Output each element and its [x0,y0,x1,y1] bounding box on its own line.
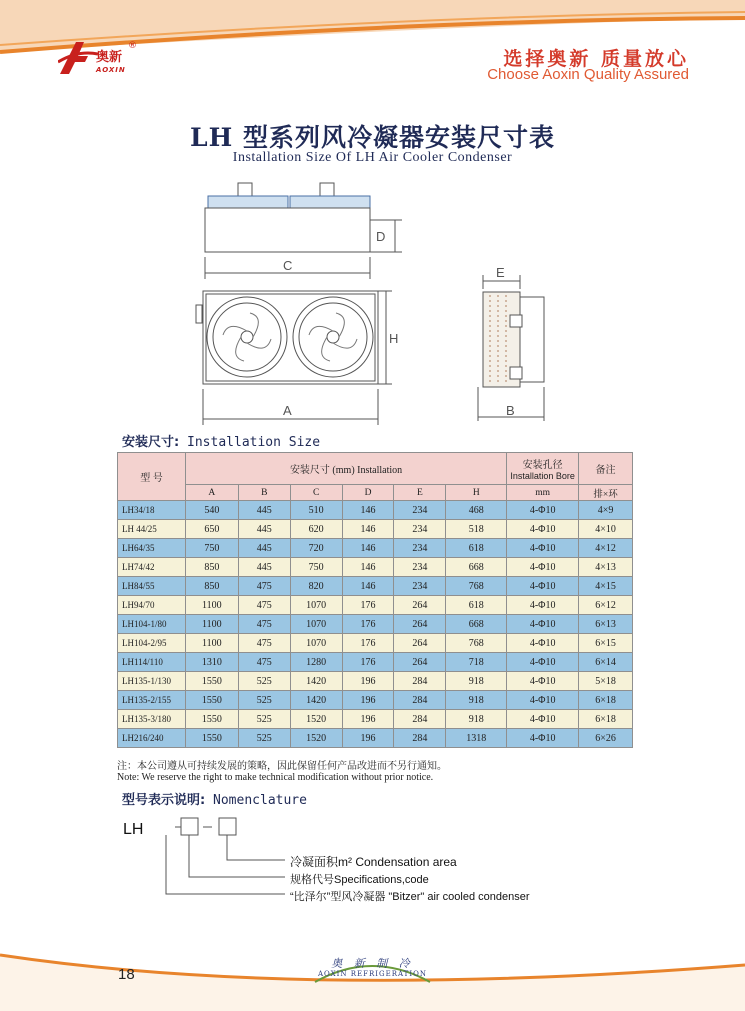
footer-brand-en: AOXIN REFRIGERATION [318,970,427,978]
table-cell: 1420 [290,672,342,691]
nomenclature-label: 型号表示说明: Nomenclature [122,793,307,808]
table-cell: 284 [394,672,446,691]
top-view-drawing [205,183,402,279]
table-cell: 1100 [185,615,238,634]
table-cell: 4×12 [579,539,633,558]
table-row [118,501,633,520]
dim-label-h: H [389,331,399,346]
front-view-drawing [196,291,392,425]
note-en: Note: We reserve the right to make technical modification without prior notice. [117,772,434,783]
brand-name-cn: 奥新 [96,50,123,65]
technical-drawings [0,175,745,425]
table-cell: 176 [342,596,394,615]
table-cell: 146 [342,539,394,558]
table-cell-model: LH34/18 [118,501,186,520]
table-cell-model: LH104-1/80 [118,615,186,634]
table-cell: 1070 [290,615,342,634]
table-cell: 264 [394,653,446,672]
note-cn: 注：本公司遵从可持续发展的策略，因此保留任何产品改进而不另行通知。 [117,761,447,772]
table-cell-model: LH74/42 [118,558,186,577]
table-cell: 750 [290,558,342,577]
table-cell: 234 [394,539,446,558]
table-cell: 445 [238,520,290,539]
table-cell: 540 [185,501,238,520]
table-cell: 475 [238,596,290,615]
dim-label-b: B [506,403,515,418]
subheader-e: E [394,485,446,501]
subheader-h: H [446,485,507,501]
table-cell: 234 [394,501,446,520]
table-cell: 146 [342,577,394,596]
header-bore: 安装孔径 Installation Bore [507,453,579,485]
table-row [118,520,633,539]
table-cell: 4-Φ10 [507,577,579,596]
table-cell: 718 [446,653,507,672]
table-cell: 850 [185,558,238,577]
table-cell: 4-Φ10 [507,710,579,729]
table-cell: 525 [238,710,290,729]
dim-label-a: A [283,403,292,418]
page-title: LH 型系列风冷凝器安装尺寸表 [190,123,555,152]
subheader-mm: mm [507,485,579,501]
table-cell: 475 [238,577,290,596]
table-cell: 6×13 [579,615,633,634]
table-cell: 525 [238,729,290,748]
table-cell: 176 [342,634,394,653]
table-row [118,558,633,577]
table-cell: 1520 [290,729,342,748]
side-view-drawing [478,275,544,421]
table-cell-model: LH135-2/155 [118,691,186,710]
table-row [118,672,633,691]
dim-label-d: D [376,229,386,244]
nomenclature-line-area: 冷凝面积m² Condensation area [290,855,457,869]
header-model: 型 号 [118,453,186,501]
table-cell: 234 [394,577,446,596]
subheader-rows-rings: 排×环 [579,485,633,501]
page-number: 18 [118,966,135,983]
table-body [118,501,633,748]
dim-label-c: C [283,258,293,273]
table-cell: 510 [290,501,342,520]
table-cell-model: LH84/55 [118,577,186,596]
installation-size-label: 安装尺寸: Installation Size [122,435,321,450]
table-cell: 6×15 [579,634,633,653]
footer-brand-cn: 奥 新 制 冷 [331,957,414,970]
table-cell: 146 [342,558,394,577]
table-row [118,596,633,615]
table-cell: 668 [446,615,507,634]
table-cell: 918 [446,691,507,710]
table-cell: 1520 [290,710,342,729]
table-cell: 4-Φ10 [507,653,579,672]
table-cell: 850 [185,577,238,596]
table-cell: 668 [446,558,507,577]
table-cell: 475 [238,615,290,634]
page-subtitle: Installation Size Of LH Air Cooler Condenser [232,150,513,165]
table-cell: 4-Φ10 [507,501,579,520]
brand-registered-mark: ® [128,41,137,51]
table-cell: 650 [185,520,238,539]
table-cell: 4-Φ10 [507,520,579,539]
table-cell: 4-Φ10 [507,558,579,577]
table-cell: 146 [342,520,394,539]
table-row [118,634,633,653]
table-cell: 1070 [290,634,342,653]
table-cell: 518 [446,520,507,539]
table-cell: 1550 [185,729,238,748]
nomenclature-prefix: LH [123,821,144,838]
table-cell: 4-Φ10 [507,615,579,634]
table-cell: 1100 [185,634,238,653]
table-cell-model: LH94/70 [118,596,186,615]
header-note: 备注 [579,453,633,485]
table-cell: 6×14 [579,653,633,672]
table-cell-model: LH114/110 [118,653,186,672]
table-cell-model: LH135-1/130 [118,672,186,691]
table-cell: 720 [290,539,342,558]
slogan-en: Choose Aoxin Quality Assured [487,66,689,83]
table-cell: 264 [394,596,446,615]
table-cell: 445 [238,558,290,577]
table-cell: 768 [446,577,507,596]
dim-label-e: E [496,265,505,280]
table-cell: 284 [394,691,446,710]
table-cell: 4-Φ10 [507,596,579,615]
subheader-d: D [342,485,394,501]
table-cell: 4-Φ10 [507,691,579,710]
table-cell: 196 [342,672,394,691]
header-installation-size: 安装尺寸 (mm) Installation [185,453,506,485]
nomenclature-line-code: 规格代号Specifications,code [290,874,429,886]
table-cell: 284 [394,729,446,748]
table-cell: 820 [290,577,342,596]
nomenclature-line-type: “比泽尔”型风冷凝器 "Bitzer" air cooled condenser [290,891,530,903]
table-cell: 445 [238,501,290,520]
table-cell: 196 [342,691,394,710]
table-cell: 918 [446,672,507,691]
table-row [118,615,633,634]
table-cell: 468 [446,501,507,520]
table-cell: 750 [185,539,238,558]
table-cell-model: LH104-2/95 [118,634,186,653]
table-cell: 196 [342,729,394,748]
table-cell: 196 [342,710,394,729]
table-cell: 4-Φ10 [507,634,579,653]
table-cell: 146 [342,501,394,520]
table-cell: 4-Φ10 [507,729,579,748]
table-cell: 445 [238,539,290,558]
table-cell: 918 [446,710,507,729]
subheader-a: A [185,485,238,501]
table-cell: 264 [394,634,446,653]
table-cell: 4-Φ10 [507,539,579,558]
table-cell: 264 [394,615,446,634]
table-cell-model: LH64/35 [118,539,186,558]
table-cell: 6×26 [579,729,633,748]
installation-size-table [117,452,633,748]
table-cell: 1070 [290,596,342,615]
subheader-c: C [290,485,342,501]
table-cell: 475 [238,653,290,672]
table-cell: 1550 [185,710,238,729]
table-cell: 618 [446,539,507,558]
table-cell: 525 [238,672,290,691]
table-cell: 1310 [185,653,238,672]
table-cell: 1550 [185,672,238,691]
subheader-b: B [238,485,290,501]
table-cell-model: LH216/240 [118,729,186,748]
table-cell: 1100 [185,596,238,615]
table-cell: 768 [446,634,507,653]
brand-logo-icon [58,40,98,76]
table-row [118,729,633,748]
table-row [118,710,633,729]
table-cell: 5×18 [579,672,633,691]
table-cell: 6×12 [579,596,633,615]
table-cell: 4-Φ10 [507,672,579,691]
table-cell: 176 [342,615,394,634]
table-cell-model: LH135-3/180 [118,710,186,729]
table-row [118,653,633,672]
table-cell-model: LH 44/25 [118,520,186,539]
table-cell: 234 [394,520,446,539]
table-cell: 4×15 [579,577,633,596]
table-cell: 176 [342,653,394,672]
table-cell: 620 [290,520,342,539]
table-cell: 475 [238,634,290,653]
table-row [118,539,633,558]
table-cell: 1420 [290,691,342,710]
brand-name-en: AOXIN [96,66,126,74]
table-cell: 4×9 [579,501,633,520]
table-cell: 284 [394,710,446,729]
table-cell: 4×13 [579,558,633,577]
table-cell: 618 [446,596,507,615]
table-cell: 6×18 [579,691,633,710]
table-cell: 1280 [290,653,342,672]
table-cell: 6×18 [579,710,633,729]
table-row [118,577,633,596]
slogan-cn: 选择奥新 质量放心 [503,48,689,70]
table-cell: 4×10 [579,520,633,539]
table-cell: 234 [394,558,446,577]
table-cell: 525 [238,691,290,710]
table-row [118,691,633,710]
table-cell: 1550 [185,691,238,710]
table-cell: 1318 [446,729,507,748]
